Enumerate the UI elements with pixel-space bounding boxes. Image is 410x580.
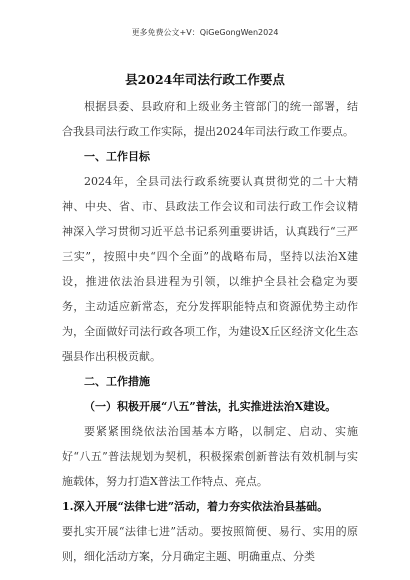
item-heading-law-seven: 1.深入开展“法律七进”活动，着力夯实依法治县基础。 — [62, 500, 329, 513]
law-seven-paragraph: 要扎实开展“法律七进”活动。要按照简便、易行、实用的原则，细化活动方案，分月确定主题、明确重点、分类 — [62, 525, 358, 563]
subsection-heading-legal-education: （一）积极开展“八五”普法，扎实推进法治X建设。 — [84, 400, 337, 413]
section-heading-goals: 一、工作目标 — [84, 150, 150, 163]
document-title: 县2024年司法行政工作要点 — [125, 72, 285, 87]
document-body — [62, 94, 358, 569]
intro-paragraph: 根据县委、县政府和上级业务主管部门的统一部署，结合我县司法行政工作实际，提出2024年司法行政工作要点。 — [62, 100, 358, 138]
header-note: 更多免费公文+V：QiGeGongWen2024 — [131, 28, 279, 37]
section-heading-measures: 二、工作措施 — [84, 375, 150, 388]
goals-paragraph: 2024年，全县司法行政系统要认真贯彻党的二十大精神、中央、省、市、县政法工作会议和司法行政工作会议精神深入学习贯彻习近平总书记系列重要讲话，认真践行“三严三实”，按照中央“四个全面”的战略布局，坚持以法治X建设，推进依法治县进程为引领，以维护全县社会稳定为要务，主动适应新常态，充分发挥职能特点和资源优势主动作为，全面做好司法行政各项工作，为建设X丘区经济文化生态强县作出积极贡献。 — [62, 175, 358, 363]
legal-education-paragraph: 要紧紧围绕依法治国基本方略，以制定、启动、实施好“八五”普法规划为契机，积极探索创新普法有效机制与实施载体，努力打造X普法工作特点、亮点。 — [62, 425, 358, 488]
